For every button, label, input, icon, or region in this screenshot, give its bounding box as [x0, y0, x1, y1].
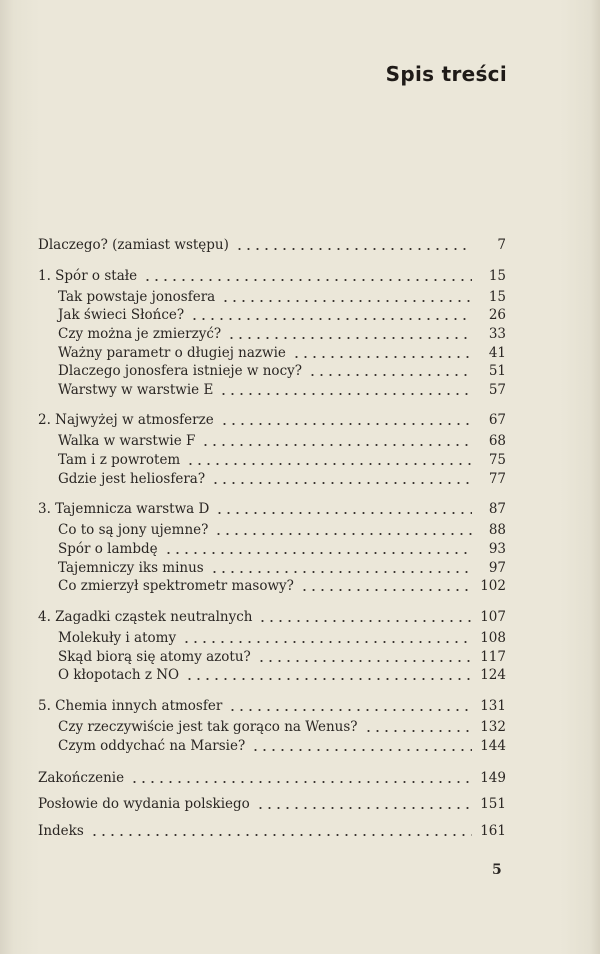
- toc-entry-page: 102: [480, 578, 506, 594]
- toc-entry-label: 2. Najwyżej w atmosferze: [38, 412, 214, 428]
- toc-entry-page: 132: [480, 719, 506, 735]
- toc-entry: [58, 322, 506, 342]
- toc-entry: [58, 359, 506, 379]
- toc-entry-page: 87: [488, 501, 506, 517]
- dot-leader: [190, 318, 472, 320]
- toc-entry-label: Czy rzeczywiście jest tak gorąco na Wenus?: [58, 719, 358, 735]
- toc-entry: [58, 378, 506, 398]
- toc-entry-label: Co zmierzył spektrometr masowy?: [58, 578, 294, 594]
- toc-entry: [58, 626, 506, 646]
- toc-entry-label: Posłowie do wydania polskiego: [38, 796, 250, 812]
- toc-entry-label: Tak powstaje jonosfera: [58, 289, 216, 305]
- dot-leader: [215, 512, 472, 514]
- toc-chapter: [38, 408, 506, 428]
- toc-entry-page: 57: [488, 382, 506, 398]
- toc-entry: [58, 429, 506, 449]
- toc-chapter: [38, 694, 506, 714]
- toc-entry-label: Co to są jony ujemne?: [58, 522, 209, 538]
- toc-entry: [58, 574, 506, 594]
- toc-entry-page: 68: [488, 433, 506, 449]
- toc-entry-label: 3. Tajemnicza warstwa D: [38, 501, 210, 517]
- toc-entry-label: Indeks: [38, 823, 84, 839]
- toc-entry-page: 15: [488, 268, 506, 284]
- toc-entry: [38, 819, 506, 839]
- toc-entry-label: Molekuły i atomy: [58, 630, 177, 646]
- toc-entry-label: 5. Chemia innych atmosfer: [38, 698, 223, 714]
- toc-entry-label: Skąd biorą się atomy azotu?: [58, 649, 251, 665]
- dot-leader: [182, 641, 472, 643]
- toc-entry-label: Tajemniczy iks minus: [58, 560, 204, 576]
- dot-leader: [185, 678, 472, 680]
- toc-entry: [58, 285, 506, 305]
- toc-entry-label: Spór o lambdę: [58, 541, 158, 557]
- dot-leader: [258, 620, 472, 622]
- toc-entry-page: 67: [488, 412, 506, 428]
- dot-leader: [235, 248, 472, 250]
- toc-entry-label: Jak świeci Słońce?: [58, 307, 185, 323]
- dot-leader: [143, 279, 472, 281]
- toc-entry-page: 107: [480, 609, 506, 625]
- toc-entry-page: 26: [488, 307, 506, 323]
- dot-leader: [257, 660, 472, 662]
- dot-leader: [90, 834, 472, 836]
- dot-leader: [164, 552, 472, 554]
- dot-leader: [201, 444, 472, 446]
- toc-entry-label: Czy można je zmierzyć?: [58, 326, 222, 342]
- toc-entry: [58, 518, 506, 538]
- dot-leader: [211, 482, 472, 484]
- toc-entry: [58, 303, 506, 323]
- toc-entry-page: 93: [488, 541, 506, 557]
- toc-entry-page: 149: [480, 770, 506, 786]
- dot-leader: [227, 337, 472, 339]
- toc-entry: [58, 663, 506, 683]
- toc-entry-page: 41: [488, 345, 506, 361]
- toc-entry-label: 4. Zagadki cząstek neutralnych: [38, 609, 253, 625]
- toc-entry-page: 117: [480, 649, 506, 665]
- dot-leader: [308, 374, 472, 376]
- toc-entry: [58, 556, 506, 576]
- dot-leader: [228, 709, 472, 711]
- toc-entry-label: Czym oddychać na Marsie?: [58, 738, 246, 754]
- toc-entry-page: 131: [480, 698, 506, 714]
- dot-leader: [221, 300, 472, 302]
- dot-leader: [256, 807, 472, 809]
- toc-entry-page: 151: [480, 796, 506, 812]
- dot-leader: [364, 730, 472, 732]
- toc-entry-page: 161: [480, 823, 506, 839]
- toc-entry: [58, 341, 506, 361]
- toc-entry-page: 7: [497, 237, 506, 253]
- toc-entry-label: Dlaczego? (zamiast wstępu): [38, 237, 229, 253]
- toc-entry-label: Dlaczego jonosfera istnieje w nocy?: [58, 363, 302, 379]
- toc-entry: [58, 467, 506, 487]
- toc-entry-page: 97: [488, 560, 506, 576]
- toc-entry: [58, 448, 506, 468]
- toc-entry-page: 77: [488, 471, 506, 487]
- toc-entry-page: 124: [480, 667, 506, 683]
- toc-entry-page: 15: [488, 289, 506, 305]
- toc-chapter: [38, 497, 506, 517]
- toc-entry-label: 1. Spór o stałe: [38, 268, 138, 284]
- toc-entry: [58, 734, 506, 754]
- toc-entry: [58, 537, 506, 557]
- dot-leader: [251, 749, 472, 751]
- toc-entry: [38, 792, 506, 812]
- dot-leader: [300, 589, 472, 591]
- dot-leader: [130, 781, 472, 783]
- toc-entry-page: 88: [488, 522, 506, 538]
- toc-entry-label: O kłopotach z NO: [58, 667, 180, 683]
- dot-leader: [220, 423, 472, 425]
- toc-entry-label: Zakończenie: [38, 770, 125, 786]
- toc-chapter: [38, 264, 506, 284]
- toc-entry-page: 108: [480, 630, 506, 646]
- page-title: Spis treści: [385, 62, 507, 86]
- toc-entry-page: 75: [488, 452, 506, 468]
- dot-leader: [219, 393, 472, 395]
- toc-entry-page: 51: [488, 363, 506, 379]
- toc-entry: [38, 766, 506, 786]
- toc-entry-label: Gdzie jest heliosfera?: [58, 471, 206, 487]
- toc-entry-label: Ważny parametr o długiej nazwie: [58, 345, 286, 361]
- toc-entry-page: 144: [480, 738, 506, 754]
- toc-chapter: [38, 605, 506, 625]
- toc-entry: [58, 645, 506, 665]
- dot-leader: [210, 571, 472, 573]
- toc-entry-label: Warstwy w warstwie E: [58, 382, 214, 398]
- page-number: 5: [492, 862, 502, 878]
- toc-entry-label: Tam i z powrotem: [58, 452, 181, 468]
- dot-leader: [186, 463, 472, 465]
- dot-leader: [214, 533, 472, 535]
- toc-entry-page: 33: [488, 326, 506, 342]
- toc-entry-label: Walka w warstwie F: [58, 433, 196, 449]
- toc-entry: [38, 233, 506, 253]
- toc-entry: [58, 715, 506, 735]
- dot-leader: [292, 356, 472, 358]
